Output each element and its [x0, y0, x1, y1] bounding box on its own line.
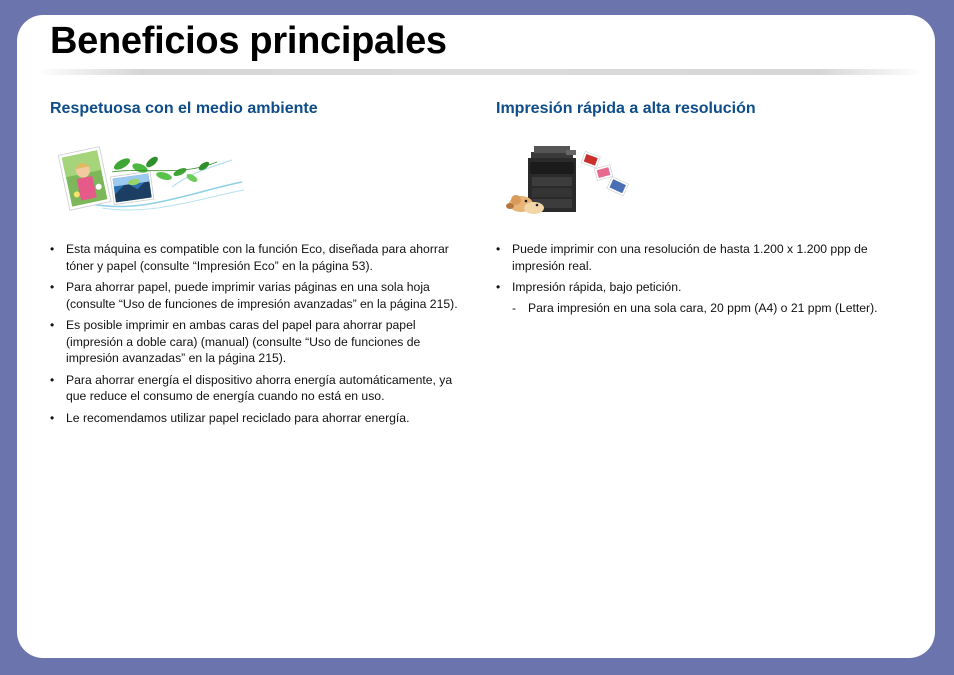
- list-item: • Para ahorrar energía el dispositivo ahorra energía automáticamente, ya que reduce el consumo de energía cuando no está en uso.: [50, 372, 470, 405]
- section-heading-eco: Respetuosa con el medio ambiente: [50, 100, 318, 117]
- document-page: [17, 15, 935, 658]
- section-fast-printing: [496, 100, 916, 315]
- eco-photos-leaves-icon: [52, 142, 247, 217]
- list-item: • Es posible imprimir en ambas caras del papel para ahorrar papel (impresión a doble cara) (manual) (consulte “Uso de funciones de impresión avanzadas” en la página 215).: [50, 317, 470, 367]
- list-item: • Esta máquina es compatible con la función Eco, diseñada para ahorrar tóner y papel (consulte “Impresión Eco” en la página 53).: [50, 241, 470, 274]
- list-item-text: Impresión rápida, bajo petición.: [512, 280, 682, 294]
- list-item: • Para ahorrar papel, puede imprimir varias páginas en una sola hoja (consulte “Uso de funciones de impresión avanzadas” en la página 215).: [50, 279, 470, 312]
- fast-printing-list: [496, 241, 916, 321]
- list-item: [496, 279, 916, 316]
- sub-list-item: - Para impresión en una sola cara, 20 ppm (A4) o 21 ppm (Letter).: [512, 300, 916, 317]
- sub-list: [512, 300, 916, 317]
- section-eco: [50, 100, 470, 425]
- page-title: Beneficios principales: [50, 20, 447, 62]
- eco-benefits-list: [50, 241, 470, 431]
- printer-with-prints-icon: [496, 142, 646, 217]
- list-item: • Le recomendamos utilizar papel reciclado para ahorrar energía.: [50, 410, 470, 427]
- section-heading-fast-printing: Impresión rápida a alta resolución: [496, 100, 756, 117]
- list-item: • Puede imprimir con una resolución de hasta 1.200 x 1.200 ppp de impresión real.: [496, 241, 916, 274]
- title-divider: [35, 69, 925, 75]
